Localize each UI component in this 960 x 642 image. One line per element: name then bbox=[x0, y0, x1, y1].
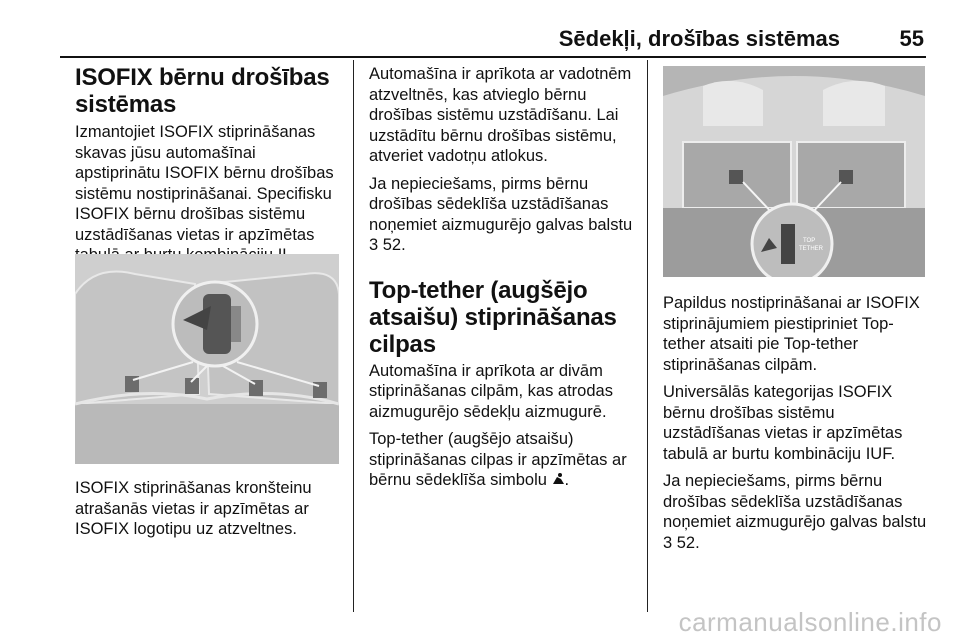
page-number: 55 bbox=[899, 26, 924, 51]
page-header bbox=[60, 26, 926, 58]
symbol-paragraph bbox=[369, 429, 639, 491]
column-1 bbox=[75, 64, 343, 273]
guides-paragraph: Automašīna ir aprīkota ar vadotnēm atzveltnēs, kas atvieglo bērnu drošības sistēmu uzstādīšanu. Lai uzstādītu bērnu drošības sistēmu, atveriet vadotņu atlokus. bbox=[369, 65, 632, 165]
attach-paragraph: Papildus nostiprināšanai ar ISOFIX stiprinājumiem piestipriniet Top-tether atsaiti pie Top-tether stiprināšanas cilpām. bbox=[663, 294, 920, 374]
headrest-text: Ja nepieciešams, pirms bērnu drošības sēdeklīša uzstādīšanas noņemiet aizmugurējo galvas balstu bbox=[369, 174, 633, 234]
period: . bbox=[564, 471, 570, 489]
svg-text:TETHER: TETHER bbox=[799, 246, 823, 252]
trunk-drawing bbox=[663, 66, 925, 277]
iuf-paragraph: Universālās kategorijas ISOFIX bērnu drošības sistēmu uzstādīšanas vietas ir apzīmētas tabulā ar burtu kombināciju IUF. bbox=[663, 383, 903, 463]
top-tether-illustration bbox=[663, 66, 925, 277]
column-divider bbox=[353, 60, 354, 612]
column-3 bbox=[663, 293, 928, 560]
headrest-text-2: Ja nepieciešams, pirms bērnu drošības sēdeklīša uzstādīšanas noņemiet aizmugurējo galvas balstu bbox=[663, 472, 927, 531]
spacer bbox=[369, 263, 639, 277]
column-2 bbox=[369, 64, 639, 498]
child-seat-icon bbox=[552, 472, 565, 485]
page-ref-2: 3 52. bbox=[663, 533, 700, 552]
svg-text:TOP: TOP bbox=[803, 238, 816, 244]
headrest-paragraph-2 bbox=[663, 471, 928, 553]
seat-drawing bbox=[75, 254, 339, 464]
page-ref: 3 52. bbox=[369, 236, 406, 254]
symbol-text: Top-tether (augšējo atsaišu) stiprināšanas cilpas ir apzīmētas ar bērnu sēdeklīša simbolu bbox=[369, 430, 627, 489]
isofix-seat-illustration bbox=[75, 254, 339, 464]
section-title: Sēdekļi, drošības sistēmas bbox=[558, 26, 840, 51]
top-tether-heading: Top-tether (augšējo atsaišu) stiprināšanas cilpas bbox=[369, 276, 617, 358]
top-tether-paragraph: Automašīna ir aprīkota ar divām stiprināšanas cilpām, kas atrodas aizmugurējo sēdekļu aizmugurē. bbox=[369, 361, 613, 421]
column-divider bbox=[647, 60, 648, 612]
isofix-caption: ISOFIX stiprināšanas kronšteinu atrašanās vietas ir apzīmētas ar ISOFIX logotipu uz atzveltnes. bbox=[75, 479, 312, 538]
watermark: carmanualsonline.info bbox=[678, 607, 942, 637]
headrest-paragraph bbox=[369, 174, 639, 256]
isofix-paragraph: Izmantojiet ISOFIX stiprināšanas skavas jūsu automašīnai apstiprinātu ISOFIX bērnu drošības sistēmu nostiprināšanai. Specifisku ISOFIX bērnu drošības sistēmu uzstādīšanas vietas ir apzīmētas bbox=[75, 123, 334, 244]
isofix-heading: ISOFIX bērnu drošības sistēmas bbox=[75, 64, 330, 118]
